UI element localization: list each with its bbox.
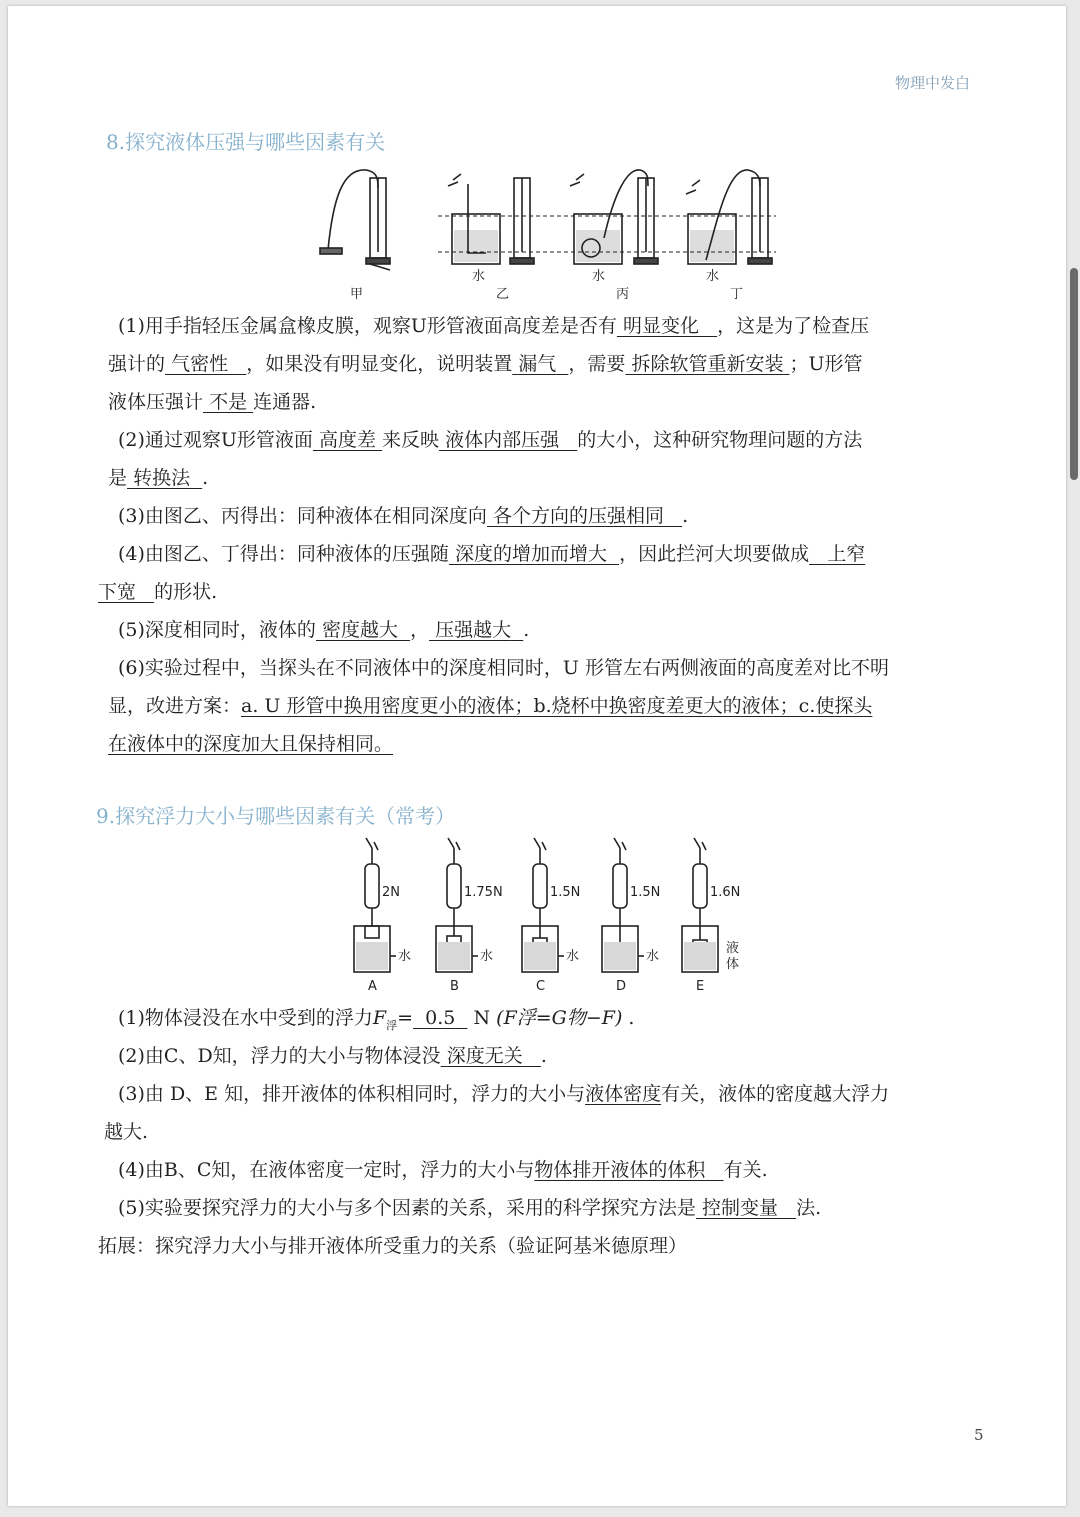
label-yi: 乙 (496, 287, 510, 302)
s8-q2-line1 (118, 426, 862, 454)
text: ，因此拦河大坝要做成 (619, 543, 810, 565)
text: (4)由图乙、丁得出：同种液体的压强随 (118, 543, 449, 565)
label-ding: 丁 (730, 287, 744, 302)
text: (1)物体浸没在水中受到的浮力 (118, 1007, 373, 1029)
answer-blank: 深度的增加而增大 (454, 543, 607, 565)
block (365, 926, 379, 938)
s9-q1 (118, 1004, 634, 1040)
answer-blank: 深度无关 (446, 1045, 523, 1067)
s8-q5 (118, 616, 529, 644)
answer-blank: 液体密度 (585, 1083, 662, 1105)
text: 有关，液体的密度越大浮力 (661, 1083, 890, 1105)
text: . (540, 1045, 547, 1067)
text: 显，改进方案： (108, 695, 242, 717)
text: 来反映 (382, 429, 440, 451)
answer-blank: 各个方向的压强相同 (492, 505, 664, 527)
answer-blank: 气密性 (171, 353, 229, 375)
s8-q4-line1 (118, 540, 865, 568)
s9-extension: 拓展：探究浮力大小与排开液体所受重力的关系（验证阿基米德原理） (98, 1235, 688, 1257)
setup-letter: C (536, 979, 546, 994)
scale-reading: 1.5N (630, 885, 661, 900)
answer-blank: 压强越大 (435, 619, 512, 641)
answer-blank: 不是 (209, 391, 248, 413)
scale-reading: 1.6N (710, 885, 741, 900)
s8-q1-line3 (108, 388, 316, 416)
water-label: 水 (646, 949, 660, 964)
text: . (202, 467, 209, 489)
text: (4)由B、C知，在液体密度一定时，浮力的大小与 (118, 1159, 535, 1181)
text: ；U形管 (789, 353, 863, 375)
text: 是 (108, 467, 128, 489)
text: 连通器. (253, 391, 317, 413)
s9-q2 (118, 1042, 547, 1070)
text: 液体压强计 (108, 391, 204, 413)
text: (5)深度相同时，液体的 (118, 619, 316, 641)
s8-q4-line2 (98, 578, 217, 606)
s9-q5 (118, 1194, 821, 1222)
answer-blank: 液体内部压强 (445, 429, 560, 451)
spring-scale (693, 864, 707, 908)
header-title: 物理中发白 (894, 74, 970, 92)
water-label: 水 (398, 949, 412, 964)
label-jia: 甲 (350, 287, 364, 302)
text: (5)实验要探究浮力的大小与多个因素的关系，采用的科学探究方法是 (118, 1197, 696, 1219)
answer-blank: 控制变量 (701, 1197, 778, 1219)
text: (2)通过观察U形管液面 (118, 429, 313, 451)
label-water-bing: 水 (592, 269, 606, 284)
formula: (F浮=G物−F) (496, 1007, 623, 1029)
scrollbar-thumb[interactable] (1070, 268, 1078, 480)
text: N (473, 1007, 491, 1029)
spring-scale (447, 864, 461, 908)
answer-blank: a. U 形管中换用密度更小的液体；b.烧杯中换密度差更大的液体；c.使探头 (241, 695, 873, 717)
section-8-title: 8.探究液体压强与哪些因素有关 (106, 130, 386, 154)
setup-letter: A (368, 979, 377, 994)
answer-blank: 漏气 (518, 353, 557, 375)
s9-q4 (118, 1156, 768, 1184)
text: ，如果没有明显变化，说明装置 (246, 353, 513, 375)
s8-q1-line2 (108, 350, 863, 378)
answer-blank: 转换法 (133, 467, 191, 489)
text: . (523, 619, 530, 641)
text: = (397, 1007, 414, 1029)
answer-blank: 明显变化 (622, 315, 699, 337)
water-label: 水 (480, 949, 494, 964)
answer-blank: 0.5 (425, 1007, 456, 1029)
setup-letter: B (450, 979, 459, 994)
s9-q3-line1 (118, 1080, 889, 1108)
label-bing: 丙 (616, 287, 630, 302)
text: ，需要 (568, 353, 626, 375)
s8-q6-line1: (6)实验过程中，当探头在不同液体中的深度相同时，U 形管左右两侧液面的高度差对比不明 (118, 657, 889, 679)
text: . (628, 1007, 635, 1029)
answer-blank: 物体排开液体的体积 (534, 1159, 706, 1181)
text: . (682, 505, 689, 527)
text: (1)用手指轻压金属盒橡皮膜，观察U形管液面高度差是否有 (118, 315, 617, 337)
text: ，这是为了检查压 (717, 315, 870, 337)
buoyancy-experiment-figure (336, 834, 756, 994)
answer-blank: 拆除软管重新安装 (631, 353, 784, 375)
s8-q2-line2 (108, 464, 208, 492)
scale-reading: 2N (382, 885, 400, 900)
section-9-title: 9.探究浮力大小与哪些因素有关（常考） (96, 804, 456, 828)
page-number: 5 (974, 1426, 984, 1444)
spring-scale (533, 864, 547, 908)
s8-q6-line2 (108, 692, 872, 720)
document-page (8, 6, 1066, 1506)
formula-sub: 浮 (386, 1018, 398, 1032)
text: (3)由图乙、丙得出：同种液体在相同深度向 (118, 505, 487, 527)
answer-blank: 高度差 (318, 429, 376, 451)
text: 有关. (723, 1159, 768, 1181)
liquid-label: 体 (726, 957, 740, 972)
pressure-experiment-figure (308, 158, 788, 306)
text: 强计的 (108, 353, 166, 375)
answer-blank: 上窄 (827, 543, 866, 565)
setup-letter: E (696, 979, 705, 994)
liquid-label: 液 (726, 941, 740, 956)
scale-reading: 1.5N (550, 885, 581, 900)
text: (3)由 D、E 知，排开液体的体积相同时，浮力的大小与 (118, 1083, 586, 1105)
answer-blank: 下宽 (98, 581, 137, 603)
s8-q1-line1 (118, 312, 869, 340)
answer-blank: 密度越大 (321, 619, 398, 641)
spring-scale (613, 864, 627, 908)
s9-q3-line2: 越大. (104, 1121, 149, 1143)
answer-blank: 在液体中的深度加大且保持相同。 (108, 733, 394, 755)
water-label: 水 (566, 949, 580, 964)
formula-f: F (372, 1007, 387, 1029)
text: 法. (796, 1197, 822, 1219)
scale-reading: 1.75N (464, 885, 503, 900)
text: 的大小，这种研究物理问题的方法 (577, 429, 863, 451)
setup-letter: D (616, 979, 627, 994)
label-water-yi: 水 (472, 269, 486, 284)
s8-q6-line3 (108, 730, 393, 758)
label-water-ding: 水 (706, 269, 720, 284)
text: 的形状. (154, 581, 218, 603)
s8-q3 (118, 502, 688, 530)
text: (2)由C、D知，浮力的大小与物体浸没 (118, 1045, 441, 1067)
spring-scale (365, 864, 379, 908)
text: ， (410, 619, 430, 641)
